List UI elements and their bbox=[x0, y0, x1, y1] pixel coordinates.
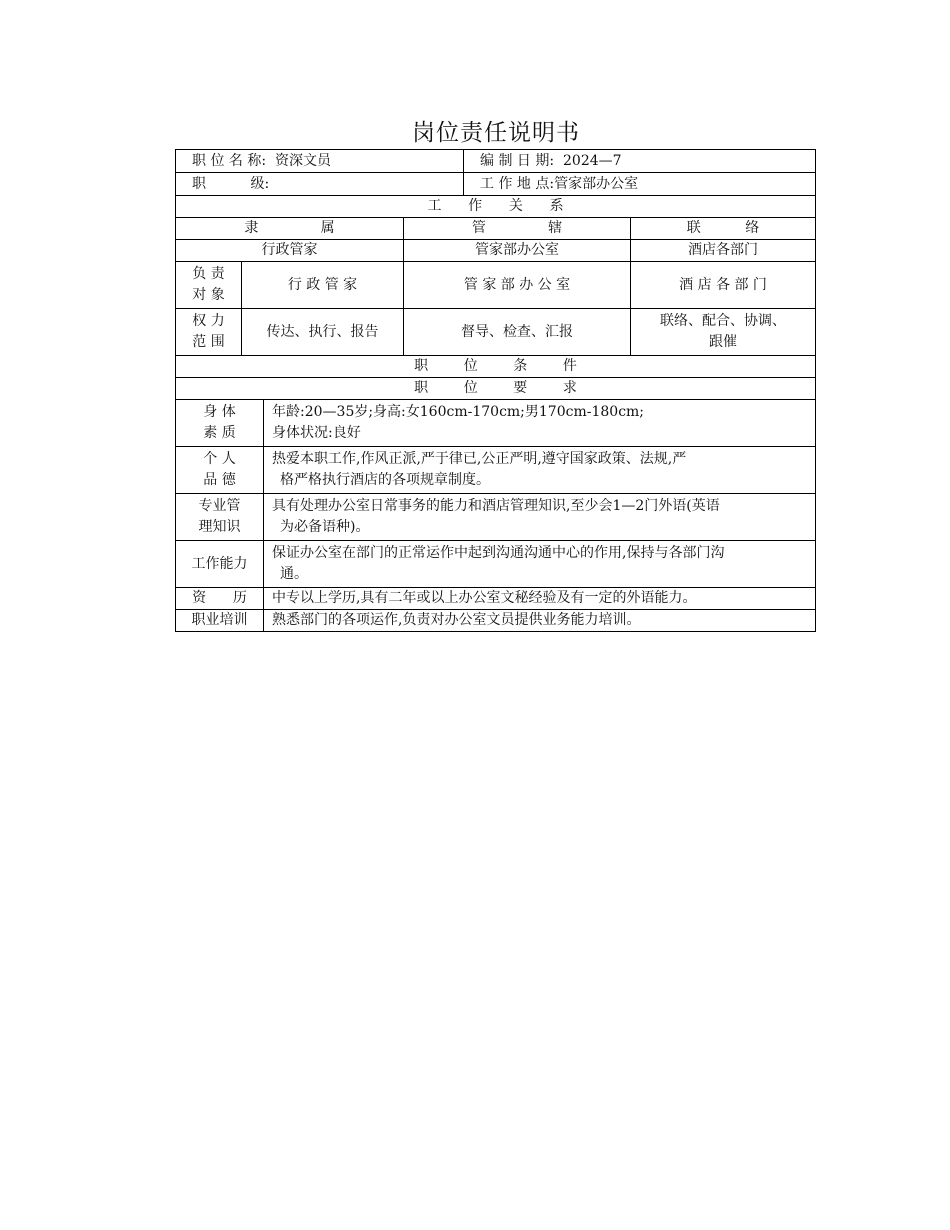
requirement-line2: 身体状况:良好 bbox=[272, 425, 361, 441]
manages-value: 管家部办公室 bbox=[404, 240, 631, 262]
responsibility-row bbox=[176, 262, 816, 309]
requirements-heading: 职 位 要 求 bbox=[176, 378, 816, 400]
requirement-row-character bbox=[176, 447, 816, 494]
requirements-heading-row bbox=[176, 378, 816, 400]
relations-heading: 工 作 关 系 bbox=[176, 196, 816, 218]
requirement-row-training bbox=[176, 610, 816, 632]
requirement-row-ability bbox=[176, 541, 816, 588]
requirement-line2: 格严格执行酒店的各项规章制度。 bbox=[280, 472, 490, 488]
requirement-content bbox=[264, 494, 816, 541]
requirement-label-line2: 品 德 bbox=[203, 472, 236, 488]
conditions-heading-row bbox=[176, 356, 816, 378]
requirement-row-knowledge bbox=[176, 494, 816, 541]
requirement-row-qualification bbox=[176, 588, 816, 610]
requirement-content bbox=[264, 541, 816, 588]
requirement-line2: 为必备语种)。 bbox=[280, 519, 370, 535]
compile-date-cell: 编 制 日 期: 2024—7 bbox=[464, 150, 816, 173]
requirement-line1: 保证办公室在部门的正常运作中起到沟通沟通中心的作用,保持与各部门沟 bbox=[272, 545, 725, 561]
authority-label-line1: 权 力 bbox=[192, 313, 225, 329]
requirement-content: 熟悉部门的各项运作,负责对办公室文员提供业务能力培训。 bbox=[264, 610, 816, 632]
authority-manages: 督导、检查、汇报 bbox=[404, 309, 631, 356]
requirement-line1: 具有处理办公室日常事务的能力和酒店管理知识,至少会1—2门外语(英语 bbox=[272, 498, 720, 514]
responsibility-label bbox=[176, 262, 242, 309]
authority-reports-to: 传达、执行、报告 bbox=[242, 309, 404, 356]
requirement-label-line2: 素 质 bbox=[203, 425, 236, 441]
authority-row bbox=[176, 309, 816, 356]
requirement-label-line1: 身 体 bbox=[203, 404, 236, 420]
relations-heading-row bbox=[176, 196, 816, 218]
authority-liaison-line2: 跟催 bbox=[709, 334, 738, 350]
requirement-row-physical bbox=[176, 400, 816, 447]
document-title: 岗位责任说明书 bbox=[412, 120, 580, 146]
header-row-2 bbox=[176, 173, 816, 196]
liaison-value: 酒店各部门 bbox=[631, 240, 816, 262]
responsibility-manages: 管 家 部 办 公 室 bbox=[404, 262, 631, 309]
responsibility-liaison: 酒 店 各 部 门 bbox=[631, 262, 816, 309]
authority-liaison bbox=[631, 309, 816, 356]
col-liaison: 联 络 bbox=[631, 218, 816, 240]
col-manages: 管 辖 bbox=[404, 218, 631, 240]
requirement-content bbox=[264, 447, 816, 494]
requirement-line2: 通。 bbox=[280, 566, 308, 582]
relations-values-row bbox=[176, 240, 816, 262]
responsibility-reports-to: 行 政 管 家 bbox=[242, 262, 404, 309]
responsibility-label-line2: 对 象 bbox=[192, 287, 225, 303]
col-reports-to: 隶 属 bbox=[176, 218, 404, 240]
job-level-cell: 职 级: bbox=[176, 173, 464, 196]
conditions-heading: 职 位 条 件 bbox=[176, 356, 816, 378]
work-location-cell: 工 作 地 点:管家部办公室 bbox=[464, 173, 816, 196]
requirement-label-line2: 理知识 bbox=[198, 519, 241, 535]
authority-label-line2: 范 围 bbox=[192, 334, 225, 350]
reports-to-value: 行政管家 bbox=[176, 240, 404, 262]
requirement-label: 资 历 bbox=[176, 588, 264, 610]
requirement-label: 职业培训 bbox=[176, 610, 264, 632]
job-description-table bbox=[175, 149, 816, 632]
responsibility-label-line1: 负 责 bbox=[192, 266, 225, 282]
position-name-cell: 职 位 名 称: 资深文员 bbox=[176, 150, 464, 173]
requirement-label bbox=[176, 494, 264, 541]
requirement-label: 工作能力 bbox=[176, 541, 264, 588]
requirement-label bbox=[176, 400, 264, 447]
requirement-content: 中专以上学历,具有二年或以上办公室文秘经验及有一定的外语能力。 bbox=[264, 588, 816, 610]
requirement-label-line1: 个 人 bbox=[203, 451, 236, 467]
requirement-line1: 年龄:20—35岁;身高:女160cm-170cm;男170cm-180cm; bbox=[272, 404, 645, 420]
requirement-line1: 热爱本职工作,作风正派,严于律已,公正严明,遵守国家政策、法规,严 bbox=[272, 451, 687, 467]
relations-column-row bbox=[176, 218, 816, 240]
requirement-label-line1: 专业管 bbox=[198, 498, 241, 514]
authority-liaison-line1: 联络、配合、协调、 bbox=[660, 313, 787, 329]
requirement-content bbox=[264, 400, 816, 447]
authority-label bbox=[176, 309, 242, 356]
header-row-1 bbox=[176, 150, 816, 173]
requirement-label bbox=[176, 447, 264, 494]
